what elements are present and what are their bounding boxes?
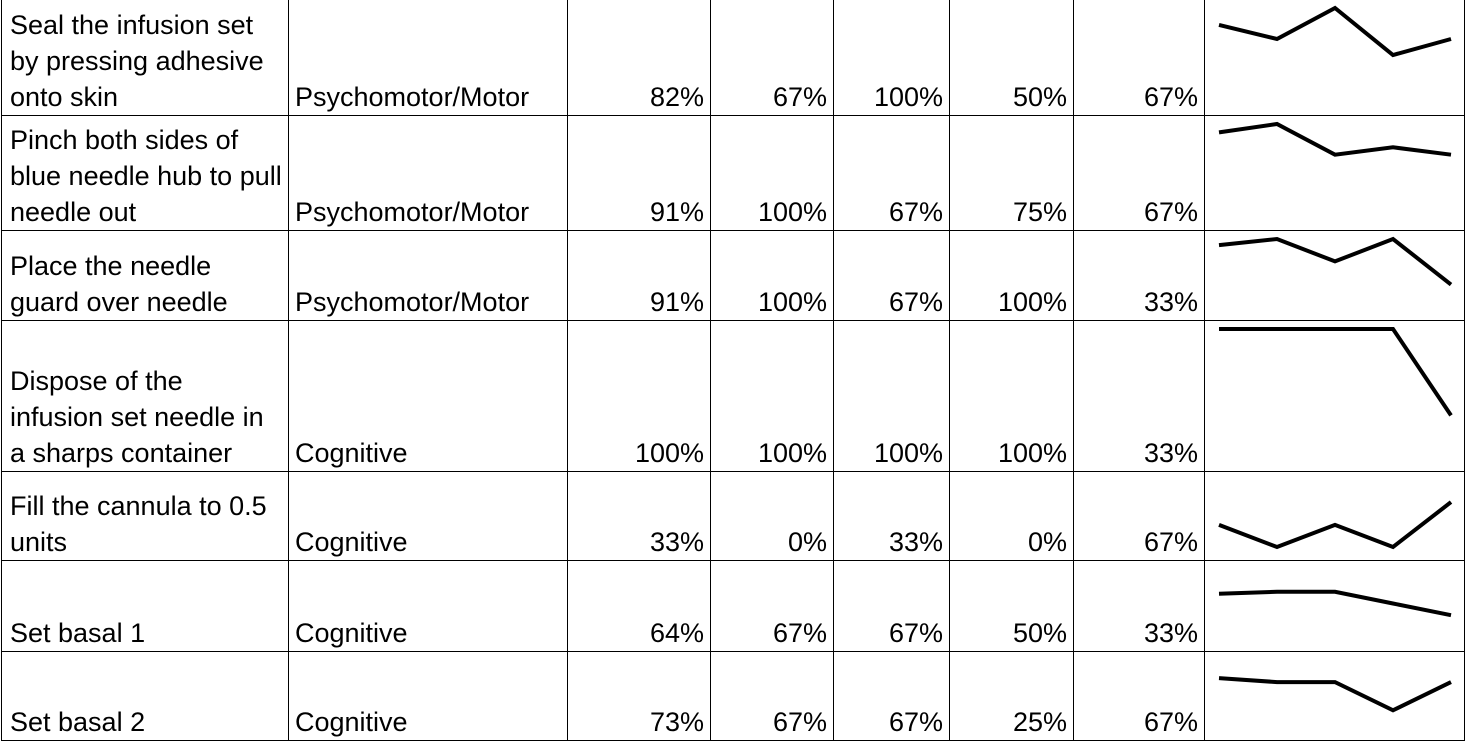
percent-cell: 67%	[834, 652, 950, 741]
percent-cell: 91%	[568, 116, 711, 231]
table-row	[2, 116, 1465, 231]
task-step-cell: Seal the infusion set by pressing adhesive onto skin	[2, 0, 289, 116]
percent-cell: 100%	[950, 231, 1074, 321]
task-type-cell: Psychomotor/Motor	[289, 0, 568, 116]
sparkline-cell	[1205, 561, 1465, 652]
sparkline-cell	[1205, 472, 1465, 561]
sparkline-cell	[1205, 0, 1465, 116]
sparkline-series	[1219, 239, 1451, 285]
percent-cell: 33%	[1074, 231, 1205, 321]
percent-cell: 100%	[711, 231, 834, 321]
task-type-cell: Cognitive	[289, 561, 568, 652]
table-row	[2, 652, 1465, 741]
percent-cell: 82%	[568, 0, 711, 116]
trend-sparkline	[1205, 472, 1465, 561]
sparkline-series	[1219, 592, 1451, 615]
percent-cell: 91%	[568, 231, 711, 321]
trend-sparkline	[1205, 561, 1465, 652]
percent-cell: 100%	[711, 116, 834, 231]
percent-cell: 67%	[711, 0, 834, 116]
percent-cell: 67%	[834, 116, 950, 231]
task-step-cell: Pinch both sides of blue needle hub to pull needle out	[2, 116, 289, 231]
sparkline-series	[1219, 8, 1451, 55]
percent-cell: 67%	[834, 231, 950, 321]
trend-sparkline	[1205, 0, 1465, 116]
table-row	[2, 231, 1465, 321]
percent-cell: 67%	[1074, 0, 1205, 116]
sparkline-cell	[1205, 231, 1465, 321]
percent-cell: 75%	[950, 116, 1074, 231]
trend-sparkline	[1205, 231, 1465, 321]
percent-cell: 67%	[834, 561, 950, 652]
percent-cell: 50%	[950, 0, 1074, 116]
table-body	[2, 0, 1465, 741]
table-row	[2, 561, 1465, 652]
percent-cell: 50%	[950, 561, 1074, 652]
task-step-cell: Set basal 1	[2, 561, 289, 652]
percent-cell: 100%	[834, 0, 950, 116]
percent-cell: 64%	[568, 561, 711, 652]
task-step-cell: Dispose of the infusion set needle in a sharps container	[2, 321, 289, 472]
sparkline-cell	[1205, 652, 1465, 741]
percent-cell: 0%	[711, 472, 834, 561]
sparkline-cell	[1205, 321, 1465, 472]
task-step-cell: Fill the cannula to 0.5 units	[2, 472, 289, 561]
task-analysis-table	[1, 0, 1465, 741]
task-type-cell: Cognitive	[289, 472, 568, 561]
percent-cell: 67%	[1074, 116, 1205, 231]
task-type-cell: Psychomotor/Motor	[289, 116, 568, 231]
task-type-cell: Cognitive	[289, 321, 568, 472]
percent-cell: 33%	[568, 472, 711, 561]
percent-cell: 100%	[834, 321, 950, 472]
trend-sparkline	[1205, 116, 1465, 231]
table-row	[2, 321, 1465, 472]
sparkline-series	[1219, 124, 1451, 155]
percent-cell: 100%	[950, 321, 1074, 472]
percent-cell: 33%	[1074, 321, 1205, 472]
percent-cell: 33%	[834, 472, 950, 561]
percent-cell: 67%	[711, 561, 834, 652]
table-row	[2, 472, 1465, 561]
percent-cell: 100%	[568, 321, 711, 472]
task-step-cell: Set basal 2	[2, 652, 289, 741]
trend-sparkline	[1205, 321, 1465, 472]
sparkline-cell	[1205, 116, 1465, 231]
task-step-cell: Place the needle guard over needle	[2, 231, 289, 321]
sparkline-series	[1219, 502, 1451, 547]
trend-sparkline	[1205, 652, 1465, 741]
percent-cell: 67%	[1074, 472, 1205, 561]
percent-cell: 0%	[950, 472, 1074, 561]
table-row	[2, 0, 1465, 116]
percent-cell: 100%	[711, 321, 834, 472]
task-type-cell: Cognitive	[289, 652, 568, 741]
percent-cell: 33%	[1074, 561, 1205, 652]
percent-cell: 25%	[950, 652, 1074, 741]
percent-cell: 67%	[711, 652, 834, 741]
sparkline-series	[1219, 329, 1451, 415]
sparkline-series	[1219, 678, 1451, 710]
percent-cell: 67%	[1074, 652, 1205, 741]
percent-cell: 73%	[568, 652, 711, 741]
task-type-cell: Psychomotor/Motor	[289, 231, 568, 321]
